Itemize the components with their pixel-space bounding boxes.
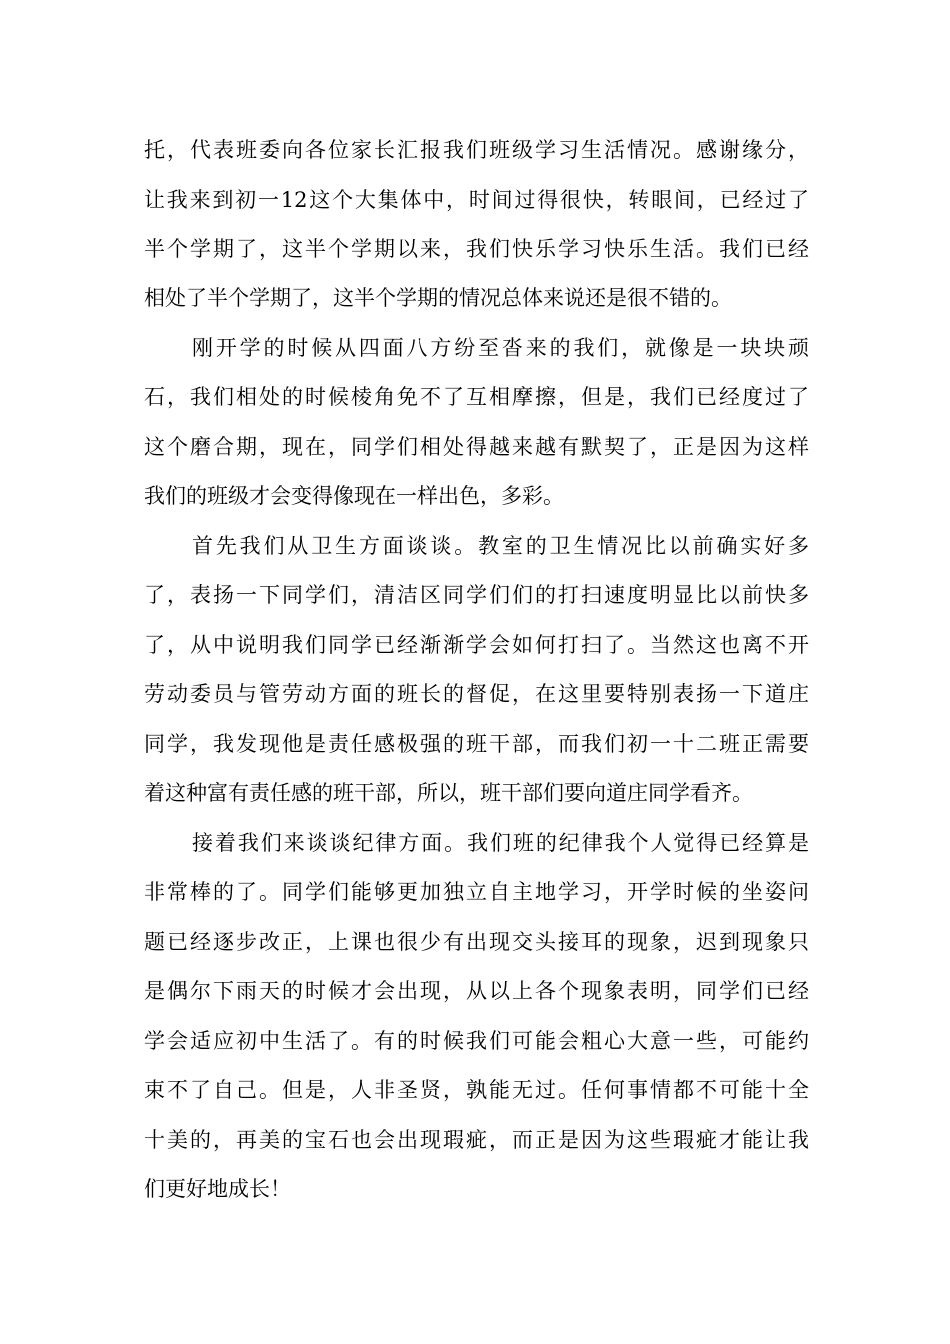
text-line: 让我来到初一12这个大集体中，时间过得很快，转眼间，已经过了 <box>144 188 809 212</box>
text-line: 束不了自己。但是，人非圣贤，孰能无过。任何事情都不可能十全 <box>144 1078 809 1102</box>
text-line: 刚开学的时候从四面八方纷至沓来的我们，就像是一块块顽 <box>192 336 809 360</box>
text-line: 首先我们从卫生方面谈谈。教室的卫生情况比以前确实好多 <box>192 534 809 558</box>
text-line: 着这种富有责任感的班干部，所以，班干部们要向道庄同学看齐。 <box>144 781 753 805</box>
text-line: 了，表扬一下同学们，清洁区同学们们的打扫速度明显比以前快多 <box>144 583 809 607</box>
text-line: 相处了半个学期了，这半个学期的情况总体来说还是很不错的。 <box>144 286 732 310</box>
text-line: 们更好地成长！ <box>144 1177 291 1201</box>
text-line: 十美的，再美的宝石也会出现瑕疵，而正是因为这些瑕疵才能让我 <box>144 1128 809 1152</box>
text-line: 石，我们相处的时候棱角免不了互相摩擦，但是，我们已经度过了 <box>144 385 809 409</box>
text-line: 劳动委员与管劳动方面的班长的督促，在这里要特别表扬一下道庄 <box>144 682 809 706</box>
text-line: 题已经逐步改正，上课也很少有出现交头接耳的现象，迟到现象只 <box>144 930 809 954</box>
text-line: 非常棒的了。同学们能够更加独立自主地学习，开学时候的坐姿问 <box>144 880 809 904</box>
text-line: 接着我们来谈谈纪律方面。我们班的纪律我个人觉得已经算是 <box>192 831 809 855</box>
text-line: 半个学期了，这半个学期以来，我们快乐学习快乐生活。我们已经 <box>144 237 809 261</box>
text-line: 我们的班级才会变得像现在一样出色，多彩。 <box>144 484 564 508</box>
text-line: 学会适应初中生活了。有的时候我们可能会粗心大意一些，可能约 <box>144 1029 809 1053</box>
text-line: 这个磨合期，现在，同学们相处得越来越有默契了，正是因为这样 <box>144 435 809 459</box>
text-line: 托，代表班委向各位家长汇报我们班级学习生活情况。感谢缘分， <box>144 138 809 162</box>
text-line: 了，从中说明我们同学已经渐渐学会如何打扫了。当然这也离不开 <box>144 633 809 657</box>
text-line: 是偶尔下雨天的时候才会出现，从以上各个现象表明，同学们已经 <box>144 979 809 1003</box>
text-line: 同学，我发现他是责任感极强的班干部，而我们初一十二班正需要 <box>144 732 809 756</box>
